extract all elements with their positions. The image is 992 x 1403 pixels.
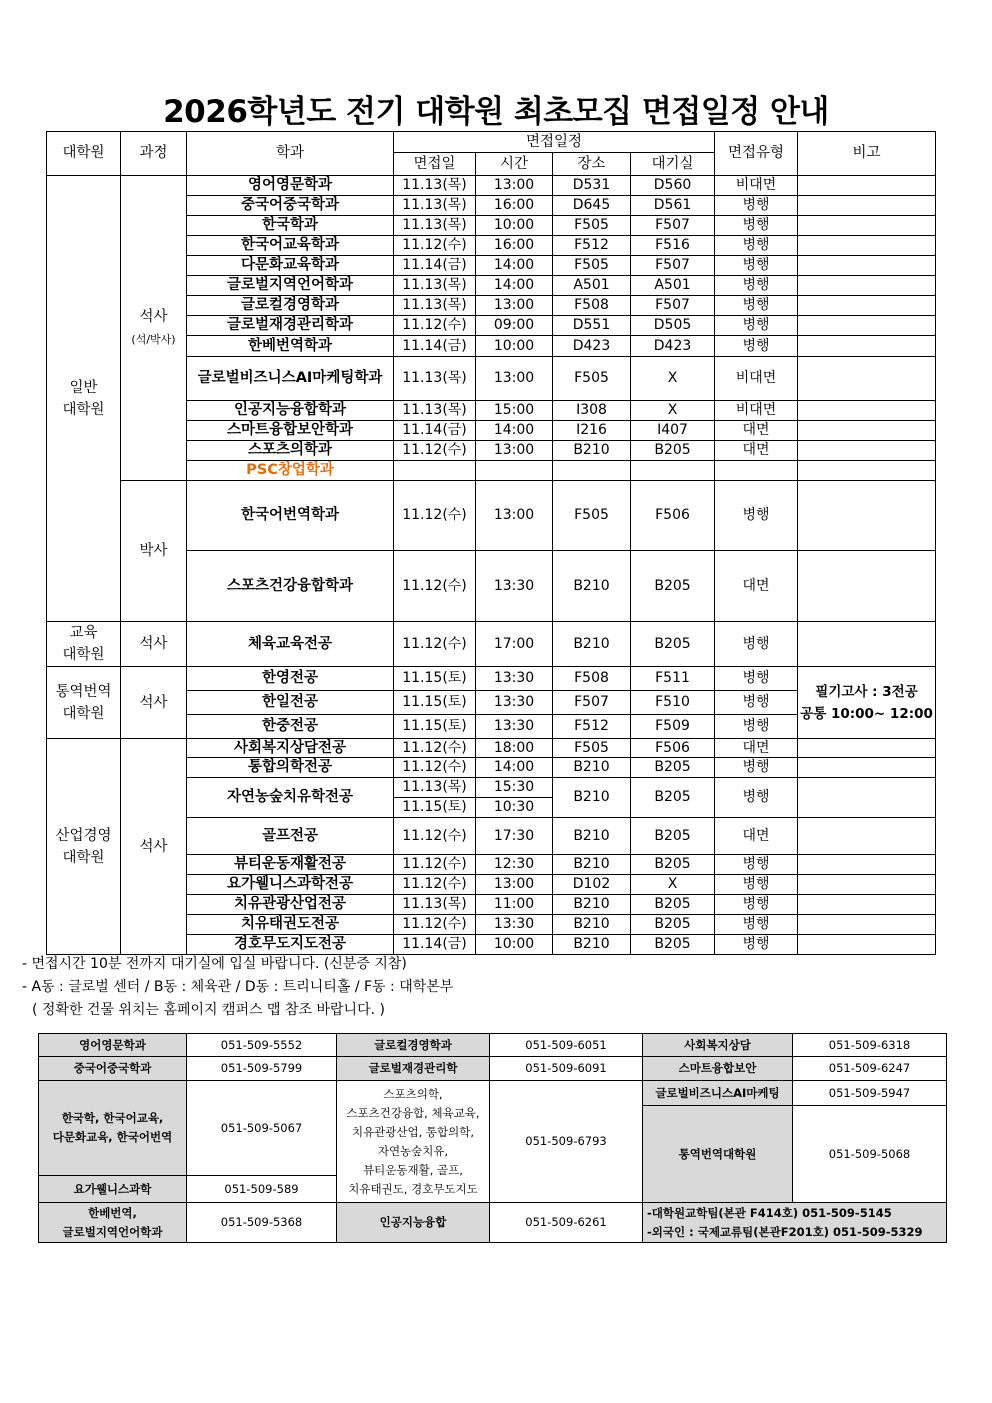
dept-name: 한중전공	[187, 715, 394, 739]
remark	[798, 481, 936, 551]
waiting-room: B205	[631, 758, 715, 778]
interview-type: 병행	[715, 216, 798, 236]
interview-place: B210	[553, 915, 631, 935]
written-exam-note: 필기고사 : 3전공 공통 10:00~ 12:00	[798, 667, 936, 739]
interview-time: 10:00	[476, 336, 553, 357]
waiting-room: B205	[631, 778, 715, 818]
waiting-room: B205	[631, 935, 715, 955]
waiting-room: F510	[631, 691, 715, 715]
interview-date: 11.15(토)	[394, 715, 476, 739]
contact-label: 요가웰니스과학	[39, 1176, 187, 1203]
interview-time: 13:30	[476, 667, 553, 691]
table-row	[47, 481, 936, 551]
waiting-room: F507	[631, 256, 715, 276]
interview-time: 13:30	[476, 715, 553, 739]
contact-label: 사회복지상담	[643, 1034, 793, 1057]
interview-type: 대면	[715, 441, 798, 461]
interview-place: D423	[553, 336, 631, 357]
interview-place: D102	[553, 875, 631, 895]
interview-time: 13:00	[476, 296, 553, 316]
waiting-room: D561	[631, 196, 715, 216]
dept-name: 중국어중국학과	[187, 196, 394, 216]
dept-name: 자연농숲치유학전공	[187, 778, 394, 818]
contacts-table	[38, 1033, 947, 1243]
remark	[798, 818, 936, 855]
table-row	[47, 739, 936, 758]
interview-place: I216	[553, 421, 631, 441]
interview-time: 15:30	[476, 778, 553, 798]
interview-place: F512	[553, 715, 631, 739]
interview-type: 병행	[715, 691, 798, 715]
waiting-room: B205	[631, 895, 715, 915]
interview-date: 11.12(수)	[394, 622, 476, 667]
dept-name: 인공지능융합학과	[187, 401, 394, 421]
contact-label: 통역번역대학원	[643, 1106, 793, 1203]
contact-label: 한베번역, 글로벌지역언어학과	[39, 1203, 187, 1243]
dept-name: 글로벌비즈니스AI마케팅학과	[187, 357, 394, 401]
interview-time: 17:30	[476, 818, 553, 855]
dept-name: 글로컬경영학과	[187, 296, 394, 316]
waiting-room: D505	[631, 316, 715, 336]
contact-phone: 051-509-589	[187, 1176, 337, 1203]
interview-place: D531	[553, 176, 631, 196]
remark	[798, 236, 936, 256]
dept-name: 한일전공	[187, 691, 394, 715]
interview-type: 비대면	[715, 401, 798, 421]
contact-phone: 051-509-5552	[187, 1034, 337, 1057]
school-general: 일반 대학원	[47, 176, 121, 622]
remark	[798, 441, 936, 461]
contact-label: 스마트융합보안	[643, 1057, 793, 1081]
dept-name: 글로벌재경관리학과	[187, 316, 394, 336]
remark	[798, 401, 936, 421]
dept-name: 한국어교육학과	[187, 236, 394, 256]
interview-date: 11.14(금)	[394, 935, 476, 955]
dept-name: 글로벌지역언어학과	[187, 276, 394, 296]
interview-place: D645	[553, 196, 631, 216]
interview-date	[394, 461, 476, 481]
course-master: 석사	[121, 739, 187, 955]
interview-date: 11.13(목)	[394, 357, 476, 401]
interview-place: F512	[553, 236, 631, 256]
dept-name: PSC창업학과	[187, 461, 394, 481]
interview-type: 병행	[715, 875, 798, 895]
contact-phone: 051-509-6091	[490, 1057, 643, 1081]
interview-date: 11.14(금)	[394, 336, 476, 357]
interview-type: 병행	[715, 778, 798, 818]
interview-type: 병행	[715, 935, 798, 955]
interview-time: 13:30	[476, 915, 553, 935]
dept-name: 한국어번역학과	[187, 481, 394, 551]
interview-type: 병행	[715, 915, 798, 935]
header-waiting: 대기실	[631, 153, 715, 176]
remark	[798, 935, 936, 955]
interview-place: F508	[553, 296, 631, 316]
interview-time: 12:30	[476, 855, 553, 875]
interview-type	[715, 461, 798, 481]
interview-date: 11.12(수)	[394, 551, 476, 622]
contact-label: 글로컬경영학과	[337, 1034, 490, 1057]
waiting-room	[631, 461, 715, 481]
interview-time: 14:00	[476, 276, 553, 296]
header-dept: 학과	[187, 132, 394, 176]
interview-place	[553, 461, 631, 481]
interview-time: 10:30	[476, 798, 553, 818]
dept-name: 스포츠건강융합학과	[187, 551, 394, 622]
interview-time: 13:00	[476, 441, 553, 461]
contact-label: 글로벌비즈니스AI마케팅	[643, 1081, 793, 1106]
dept-name: 스마트융합보안학과	[187, 421, 394, 441]
interview-place: I308	[553, 401, 631, 421]
interview-schedule-table	[46, 131, 936, 955]
interview-type: 병행	[715, 296, 798, 316]
interview-place: D551	[553, 316, 631, 336]
dept-name: 한베번역학과	[187, 336, 394, 357]
header-type: 면접유형	[715, 132, 798, 176]
remark	[798, 256, 936, 276]
contact-office: -대학원교학팀(본관 F414호) 051-509-5145 -외국인 : 국제교류팀(본관F201호) 051-509-5329	[643, 1203, 947, 1243]
interview-place: B210	[553, 895, 631, 915]
contact-phone: 051-509-5368	[187, 1203, 337, 1243]
interview-date: 11.12(수)	[394, 316, 476, 336]
contact-phone: 051-509-6793	[490, 1081, 643, 1203]
interview-type: 비대면	[715, 176, 798, 196]
interview-time: 13:00	[476, 481, 553, 551]
interview-type: 병행	[715, 895, 798, 915]
note-line: - A동 : 글로벌 센터 / B동 : 체육관 / D동 : 트리니티홀 / F동 : 대학본부	[22, 979, 454, 995]
header-time: 시간	[476, 153, 553, 176]
interview-time: 10:00	[476, 216, 553, 236]
interview-time: 18:00	[476, 739, 553, 758]
interview-type: 비대면	[715, 357, 798, 401]
contact-phone: 051-509-6051	[490, 1034, 643, 1057]
school-education: 교육 대학원	[47, 622, 121, 667]
interview-time: 15:00	[476, 401, 553, 421]
interview-date: 11.12(수)	[394, 441, 476, 461]
waiting-room: X	[631, 401, 715, 421]
interview-type: 병행	[715, 622, 798, 667]
waiting-room: F506	[631, 739, 715, 758]
contact-label: 스포츠의학, 스포츠건강융합, 체육교육, 치유관광산업, 통합의학, 자연농숲치유, 뷰티운동재활, 골프, 치유태권도, 경호무도지도	[337, 1081, 490, 1203]
waiting-room: X	[631, 875, 715, 895]
interview-time: 14:00	[476, 758, 553, 778]
contact-phone: 051-509-5067	[187, 1081, 337, 1176]
interview-date: 11.14(금)	[394, 256, 476, 276]
course-master: 석사 (석/박사)	[121, 176, 187, 481]
interview-date: 11.12(수)	[394, 739, 476, 758]
interview-place: B210	[553, 778, 631, 818]
interview-time	[476, 461, 553, 481]
interview-type: 병행	[715, 256, 798, 276]
interview-date: 11.12(수)	[394, 855, 476, 875]
remark	[798, 216, 936, 236]
waiting-room: B205	[631, 818, 715, 855]
table-row	[47, 176, 936, 196]
contact-label: 인공지능융합	[337, 1203, 490, 1243]
interview-type: 병행	[715, 715, 798, 739]
interview-place: B210	[553, 855, 631, 875]
interview-date: 11.12(수)	[394, 236, 476, 256]
dept-name: 요가웰니스과학전공	[187, 875, 394, 895]
dept-name: 영어영문학과	[187, 176, 394, 196]
interview-type: 대면	[715, 551, 798, 622]
remark	[798, 316, 936, 336]
interview-place: F505	[553, 739, 631, 758]
note-line: ( 정확한 건물 위치는 홈페이지 캠퍼스 맵 참조 바랍니다. )	[32, 1002, 385, 1018]
dept-name: 골프전공	[187, 818, 394, 855]
waiting-room: B205	[631, 441, 715, 461]
interview-time: 13:00	[476, 357, 553, 401]
waiting-room: F507	[631, 296, 715, 316]
page-title: 2026학년도 전기 대학원 최초모집 면접일정 안내	[163, 94, 829, 130]
waiting-room: F506	[631, 481, 715, 551]
dept-name: 사회복지상담전공	[187, 739, 394, 758]
interview-time: 14:00	[476, 421, 553, 441]
interview-place: F507	[553, 691, 631, 715]
course-master: 석사	[121, 622, 187, 667]
waiting-room: F507	[631, 216, 715, 236]
interview-date: 11.15(토)	[394, 798, 476, 818]
interview-date: 11.15(토)	[394, 667, 476, 691]
contact-phone: 051-509-6247	[793, 1057, 947, 1081]
remark	[798, 758, 936, 778]
dept-name: 한영전공	[187, 667, 394, 691]
interview-place: A501	[553, 276, 631, 296]
remark	[798, 739, 936, 758]
interview-type: 병행	[715, 316, 798, 336]
waiting-room: F509	[631, 715, 715, 739]
interview-time: 16:00	[476, 236, 553, 256]
header-place: 장소	[553, 153, 631, 176]
interview-type: 병행	[715, 481, 798, 551]
contact-label: 영어영문학과	[39, 1034, 187, 1057]
waiting-room: B205	[631, 622, 715, 667]
interview-time: 09:00	[476, 316, 553, 336]
interview-place: B210	[553, 758, 631, 778]
contact-label: 중국어중국학과	[39, 1057, 187, 1081]
interview-date: 11.12(수)	[394, 818, 476, 855]
table-row	[47, 622, 936, 667]
contact-phone: 051-509-6261	[490, 1203, 643, 1243]
interview-type: 병행	[715, 667, 798, 691]
waiting-room: D560	[631, 176, 715, 196]
interview-place: F508	[553, 667, 631, 691]
interview-type: 병행	[715, 336, 798, 357]
interview-type: 병행	[715, 236, 798, 256]
interview-place: F505	[553, 481, 631, 551]
interview-time: 13:00	[476, 875, 553, 895]
interview-date: 11.13(목)	[394, 276, 476, 296]
dept-name: 경호무도지도전공	[187, 935, 394, 955]
course-phd: 박사	[121, 481, 187, 622]
remark	[798, 915, 936, 935]
interview-type: 대면	[715, 421, 798, 441]
remark	[798, 855, 936, 875]
dept-name: 치유관광산업전공	[187, 895, 394, 915]
interview-time: 13:30	[476, 691, 553, 715]
interview-place: F505	[553, 357, 631, 401]
interview-place: B210	[553, 818, 631, 855]
dept-name: 한국학과	[187, 216, 394, 236]
interview-place: B210	[553, 935, 631, 955]
interview-place: F505	[553, 216, 631, 236]
interview-type: 대면	[715, 739, 798, 758]
header-course: 과정	[121, 132, 187, 176]
waiting-room: A501	[631, 276, 715, 296]
interview-type: 병행	[715, 855, 798, 875]
remark	[798, 778, 936, 818]
notes	[22, 953, 453, 1022]
interview-date: 11.13(목)	[394, 778, 476, 798]
interview-place: B210	[553, 441, 631, 461]
interview-type: 대면	[715, 818, 798, 855]
school-interpretation: 통역번역 대학원	[47, 667, 121, 739]
header-remark: 비고	[798, 132, 936, 176]
contact-phone: 051-509-5799	[187, 1057, 337, 1081]
interview-place: B210	[553, 551, 631, 622]
interview-date: 11.13(목)	[394, 895, 476, 915]
remark	[798, 461, 936, 481]
interview-date: 11.12(수)	[394, 915, 476, 935]
interview-place: F505	[553, 256, 631, 276]
waiting-room: D423	[631, 336, 715, 357]
dept-name: 스포츠의학과	[187, 441, 394, 461]
remark	[798, 895, 936, 915]
header-date: 면접일	[394, 153, 476, 176]
waiting-room: B205	[631, 915, 715, 935]
remark	[798, 551, 936, 622]
note-line: - 면접시간 10분 전까지 대기실에 입실 바랍니다. (신분증 지참)	[22, 956, 407, 972]
contact-phone: 051-509-5068	[793, 1106, 947, 1203]
waiting-room: B205	[631, 551, 715, 622]
interview-time: 13:30	[476, 551, 553, 622]
interview-date: 11.13(목)	[394, 216, 476, 236]
dept-name: 체육교육전공	[187, 622, 394, 667]
interview-time: 17:00	[476, 622, 553, 667]
interview-date: 11.12(수)	[394, 481, 476, 551]
interview-time: 10:00	[476, 935, 553, 955]
interview-date: 11.13(목)	[394, 296, 476, 316]
interview-place: B210	[553, 622, 631, 667]
waiting-room: F511	[631, 667, 715, 691]
interview-type: 병행	[715, 276, 798, 296]
contact-label: 글로벌재경관리학	[337, 1057, 490, 1081]
dept-name: 치유태권도전공	[187, 915, 394, 935]
interview-date: 11.12(수)	[394, 758, 476, 778]
header-schedule: 면접일정	[394, 132, 715, 153]
interview-date: 11.12(수)	[394, 875, 476, 895]
table-row	[47, 667, 936, 691]
remark	[798, 276, 936, 296]
remark	[798, 336, 936, 357]
contact-phone: 051-509-6318	[793, 1034, 947, 1057]
dept-name: 통합의학전공	[187, 758, 394, 778]
interview-type: 병행	[715, 196, 798, 216]
waiting-room: F516	[631, 236, 715, 256]
interview-date: 11.13(목)	[394, 196, 476, 216]
interview-date: 11.13(목)	[394, 401, 476, 421]
remark	[798, 176, 936, 196]
interview-date: 11.13(목)	[394, 176, 476, 196]
dept-name: 다문화교육학과	[187, 256, 394, 276]
interview-date: 11.14(금)	[394, 421, 476, 441]
interview-type: 병행	[715, 758, 798, 778]
waiting-room: I407	[631, 421, 715, 441]
remark	[798, 875, 936, 895]
interview-time: 13:00	[476, 176, 553, 196]
waiting-room: X	[631, 357, 715, 401]
remark	[798, 196, 936, 216]
remark	[798, 622, 936, 667]
interview-time: 14:00	[476, 256, 553, 276]
interview-time: 16:00	[476, 196, 553, 216]
header-school: 대학원	[47, 132, 121, 176]
remark	[798, 357, 936, 401]
contact-label: 한국학, 한국어교육, 다문화교육, 한국어번역	[39, 1081, 187, 1176]
course-master: 석사	[121, 667, 187, 739]
dept-name: 뷰티운동재활전공	[187, 855, 394, 875]
school-industrial: 산업경영 대학원	[47, 739, 121, 955]
contact-phone: 051-509-5947	[793, 1081, 947, 1106]
interview-time: 11:00	[476, 895, 553, 915]
waiting-room: B205	[631, 855, 715, 875]
remark	[798, 421, 936, 441]
interview-date: 11.15(토)	[394, 691, 476, 715]
remark	[798, 296, 936, 316]
